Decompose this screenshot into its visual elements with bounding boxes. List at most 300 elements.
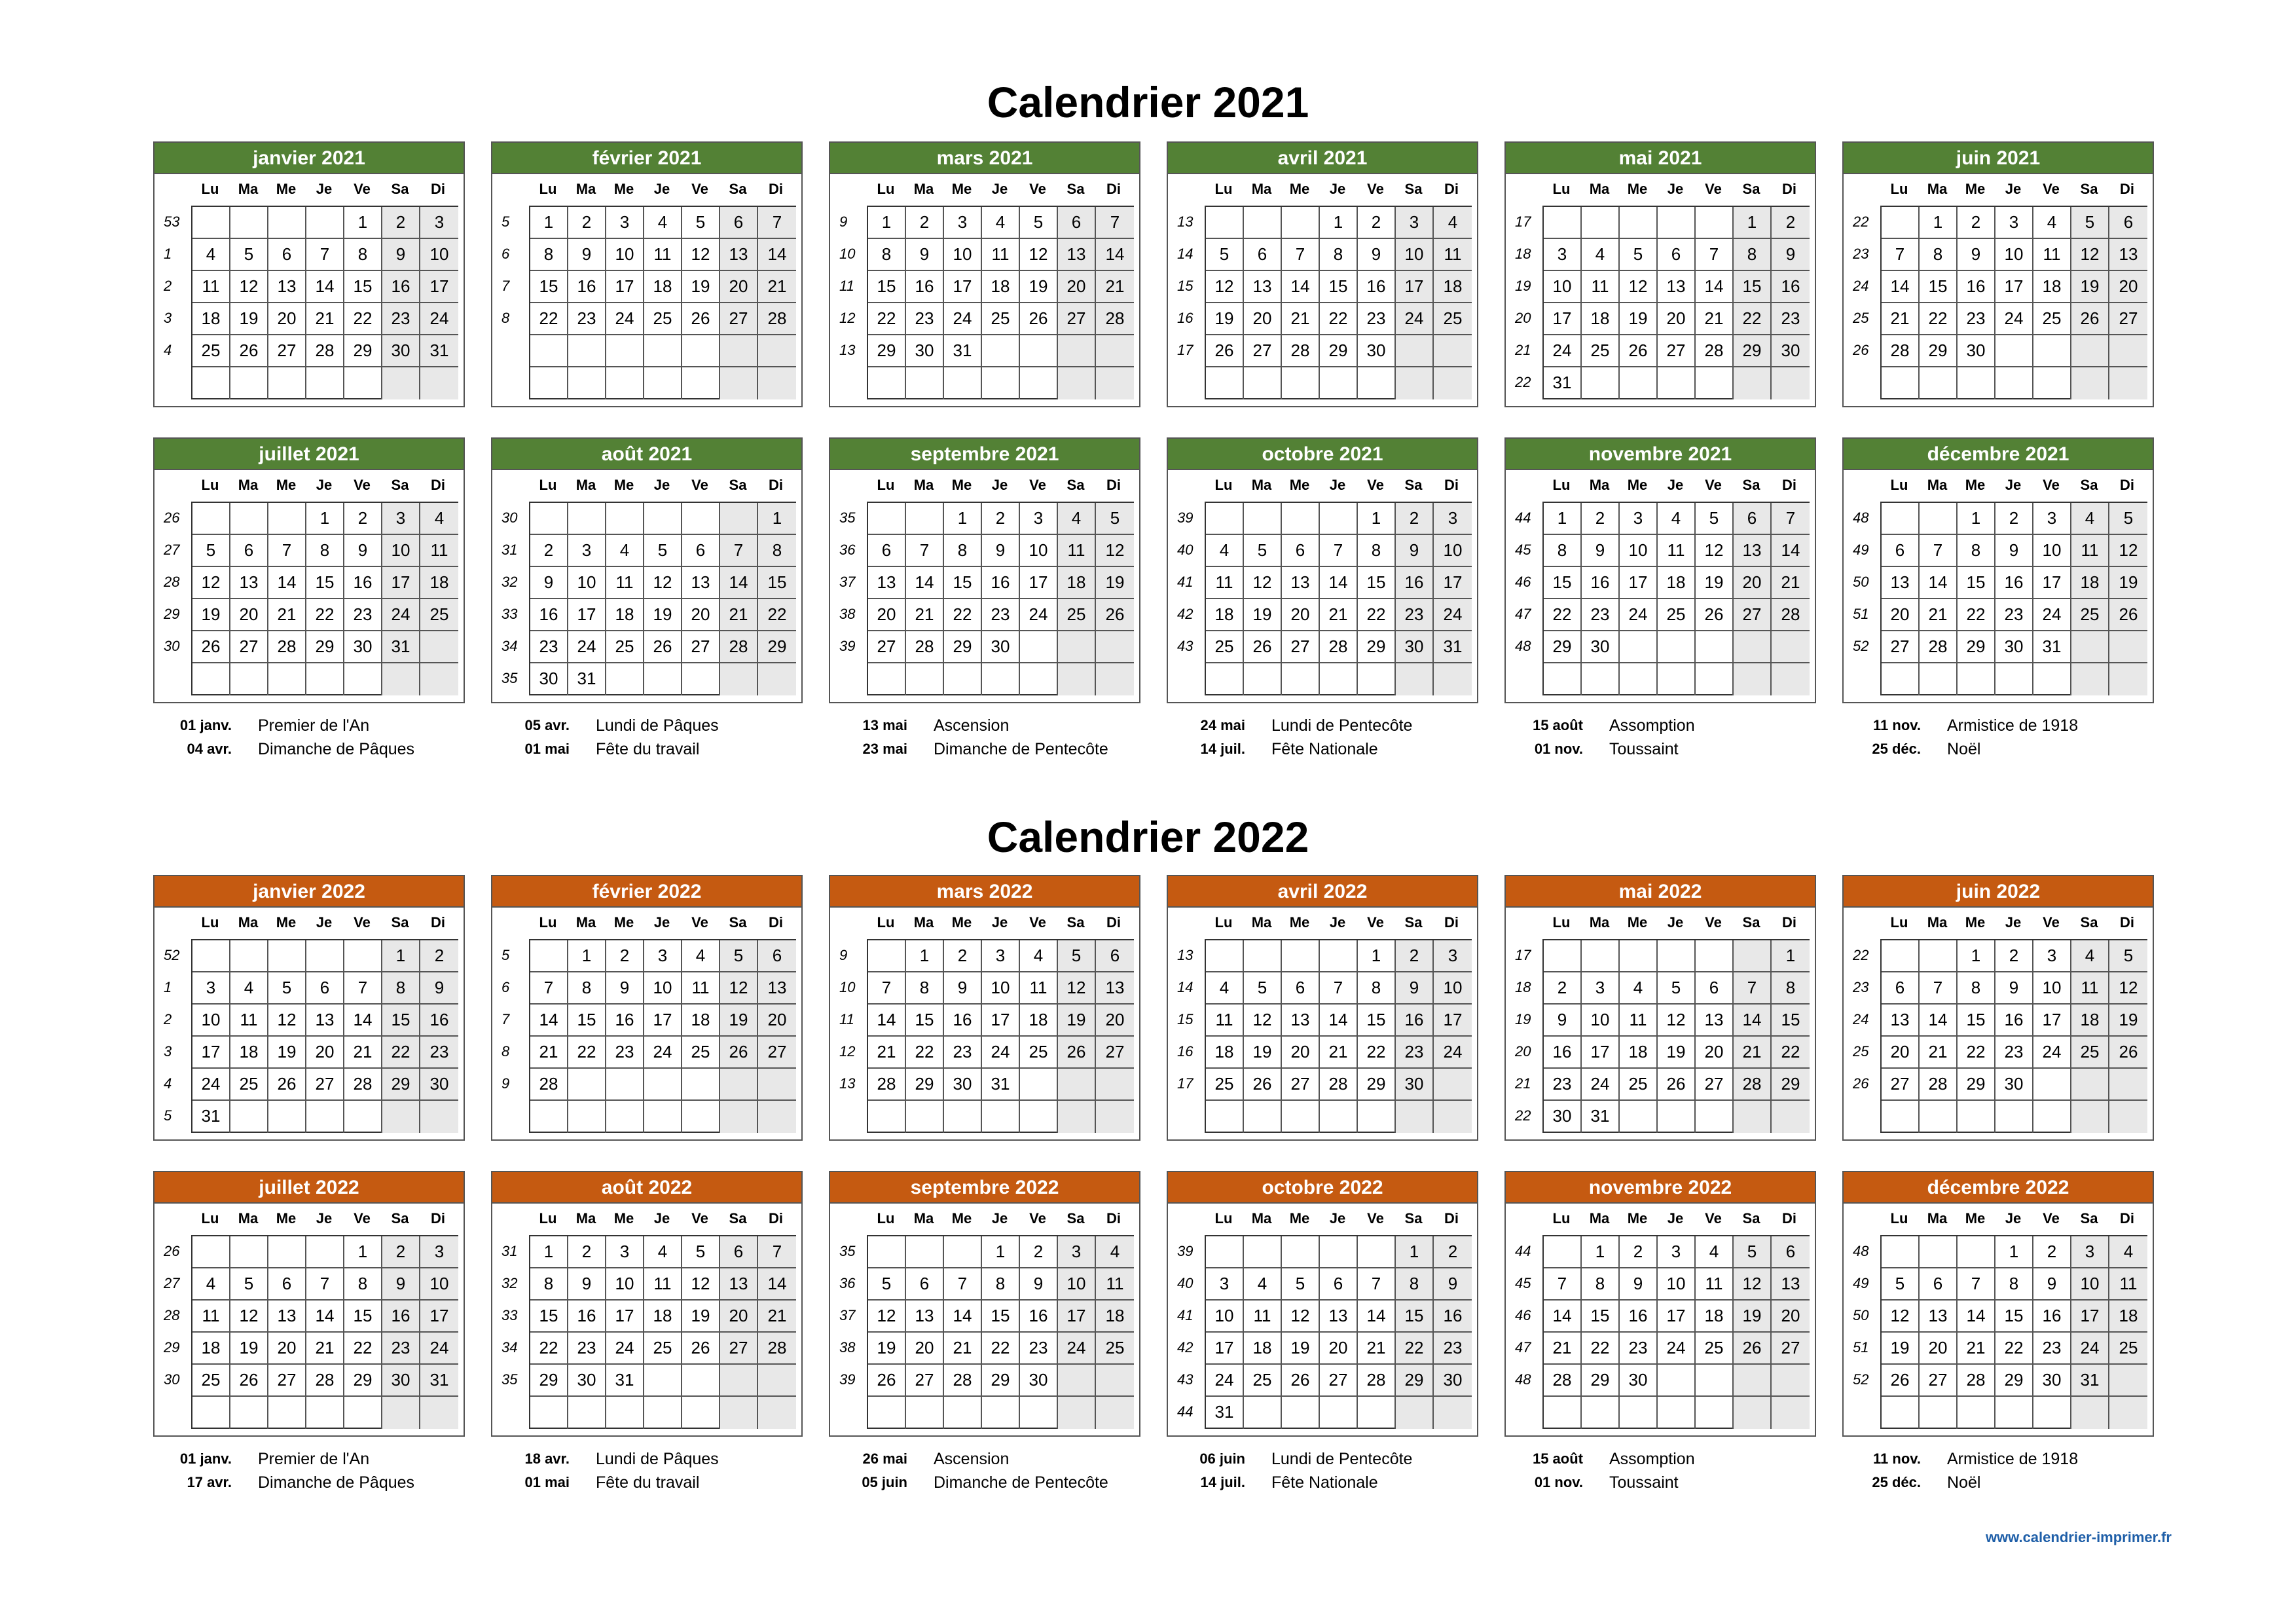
day-cell: 13 <box>758 972 796 1005</box>
month-calendar <box>829 141 1140 407</box>
weekday-label: Ma <box>238 1210 259 1227</box>
month-header: mars 2022 <box>830 876 1139 908</box>
day-cell: 23 <box>420 1037 458 1069</box>
weekday-label: Ve <box>1705 477 1722 493</box>
day-grid <box>867 502 1134 695</box>
day-cell: 17 <box>1434 567 1472 599</box>
day-cell: 17 <box>420 1301 458 1333</box>
weekday-label: Je <box>1329 477 1346 493</box>
day-cell <box>868 663 906 695</box>
day-cell: 30 <box>1772 335 1810 367</box>
day-cell <box>230 1236 268 1268</box>
day-cell: 6 <box>1734 503 1772 535</box>
day-cell: 7 <box>868 972 906 1005</box>
day-cell: 16 <box>1772 271 1810 303</box>
day-cell: 9 <box>2033 1268 2071 1301</box>
weekday-label: Je <box>316 914 333 931</box>
day-cell: 22 <box>344 1333 382 1365</box>
day-cell <box>682 1365 720 1397</box>
day-cell: 1 <box>1772 940 1810 972</box>
week-number: 17 <box>1177 1075 1194 1092</box>
week-number: 52 <box>164 947 180 963</box>
day-cell <box>1882 503 1920 535</box>
day-cell <box>1544 663 1582 695</box>
day-cell: 6 <box>1244 239 1282 271</box>
day-cell: 25 <box>420 599 458 631</box>
day-cell: 19 <box>1244 599 1282 631</box>
day-cell <box>906 1236 944 1268</box>
day-grid <box>191 502 458 695</box>
day-cell: 11 <box>1696 1268 1734 1301</box>
day-cell: 14 <box>944 1301 982 1333</box>
day-cell: 24 <box>606 303 644 335</box>
week-number: 6 <box>501 979 510 995</box>
day-cell: 29 <box>758 631 796 663</box>
day-cell <box>1206 207 1244 239</box>
day-cell <box>192 503 230 535</box>
weekday-label: Me <box>276 914 297 931</box>
day-cell <box>2071 631 2109 663</box>
week-number: 30 <box>164 638 180 654</box>
day-cell <box>1058 1365 1096 1397</box>
weekday-label: Sa <box>1066 914 1085 931</box>
day-cell <box>1582 940 1620 972</box>
day-cell: 31 <box>192 1101 230 1133</box>
weekday-label: Ve <box>354 1210 371 1227</box>
day-cell: 8 <box>1582 1268 1620 1301</box>
day-cell <box>1958 367 1995 399</box>
day-cell: 10 <box>1396 239 1434 271</box>
day-cell <box>1058 631 1096 663</box>
day-cell <box>758 367 796 399</box>
day-cell <box>530 1101 568 1133</box>
day-cell: 20 <box>1696 1037 1734 1069</box>
holiday-date: 13 mai <box>862 717 907 733</box>
day-cell: 25 <box>1244 1365 1282 1397</box>
day-cell: 1 <box>344 207 382 239</box>
day-cell <box>344 367 382 399</box>
day-cell: 29 <box>344 335 382 367</box>
day-cell: 26 <box>192 631 230 663</box>
holiday-date: 15 août <box>1532 717 1583 733</box>
weekday-label: Je <box>316 1210 333 1227</box>
weekday-label: Me <box>1627 477 1648 493</box>
day-cell <box>720 663 758 695</box>
day-cell: 17 <box>1206 1333 1244 1365</box>
weekday-label: Di <box>1444 914 1459 931</box>
day-cell: 12 <box>192 567 230 599</box>
day-grid <box>1880 206 2147 399</box>
day-cell: 2 <box>982 503 1020 535</box>
day-cell: 4 <box>192 1268 230 1301</box>
day-cell: 21 <box>344 1037 382 1069</box>
holiday-date: 23 mai <box>862 741 907 757</box>
day-cell: 25 <box>192 1365 230 1397</box>
day-cell: 20 <box>1920 1333 1958 1365</box>
day-cell: 31 <box>1434 631 1472 663</box>
day-cell: 12 <box>1020 239 1058 271</box>
day-cell: 24 <box>1206 1365 1244 1397</box>
day-cell <box>2071 335 2109 367</box>
day-cell <box>1920 503 1958 535</box>
day-cell: 11 <box>1582 271 1620 303</box>
weekday-label: Lu <box>201 181 219 197</box>
day-cell: 26 <box>268 1069 306 1101</box>
day-cell: 3 <box>192 972 230 1005</box>
day-cell <box>1620 631 1658 663</box>
holiday-date: 18 avr. <box>524 1450 570 1467</box>
weekday-label: Di <box>431 1210 445 1227</box>
day-cell <box>568 503 606 535</box>
holiday-group <box>1849 714 2163 761</box>
day-grid <box>191 939 458 1133</box>
day-cell: 18 <box>230 1037 268 1069</box>
day-cell: 16 <box>944 1005 982 1037</box>
weekday-label: Me <box>276 1210 297 1227</box>
day-cell: 10 <box>192 1005 230 1037</box>
holiday-date: 01 janv. <box>179 717 232 733</box>
day-cell <box>1096 631 1134 663</box>
weekday-header-row <box>191 175 457 203</box>
day-cell: 1 <box>530 1236 568 1268</box>
weekday-label: Di <box>769 1210 783 1227</box>
day-cell <box>1020 1101 1058 1133</box>
day-cell <box>1206 1101 1244 1133</box>
day-cell <box>2071 1397 2109 1429</box>
day-grid <box>867 206 1134 399</box>
weekday-label: Di <box>1444 477 1459 493</box>
week-number: 52 <box>1853 1371 1869 1388</box>
day-cell <box>606 335 644 367</box>
day-cell: 16 <box>344 567 382 599</box>
day-cell: 2 <box>1434 1236 1472 1268</box>
day-cell: 3 <box>2033 503 2071 535</box>
holiday-row <box>1511 737 1825 761</box>
day-cell: 14 <box>268 567 306 599</box>
day-cell: 23 <box>1396 599 1434 631</box>
day-cell: 22 <box>758 599 796 631</box>
holiday-date: 15 août <box>1532 1450 1583 1467</box>
day-cell: 7 <box>1920 535 1958 567</box>
day-cell: 19 <box>1058 1005 1096 1037</box>
day-cell: 7 <box>1882 239 1920 271</box>
day-cell: 14 <box>868 1005 906 1037</box>
day-cell: 22 <box>1920 303 1958 335</box>
day-cell <box>420 367 458 399</box>
day-cell: 21 <box>1696 303 1734 335</box>
day-cell: 29 <box>1995 1365 2033 1397</box>
day-cell: 30 <box>530 663 568 695</box>
weekday-header-row <box>191 909 457 936</box>
day-cell <box>1320 940 1358 972</box>
day-cell <box>268 1397 306 1429</box>
day-cell: 9 <box>1620 1268 1658 1301</box>
weekday-label: Ve <box>1367 477 1384 493</box>
day-cell: 22 <box>1320 303 1358 335</box>
day-cell: 18 <box>1058 567 1096 599</box>
week-number: 5 <box>501 947 510 963</box>
week-number-column <box>1844 1235 1876 1428</box>
weekday-label: Ma <box>1251 1210 1272 1227</box>
holiday-row <box>1511 1471 1825 1494</box>
weekday-header-row <box>529 909 795 936</box>
day-cell: 6 <box>1096 940 1134 972</box>
day-cell: 29 <box>868 335 906 367</box>
day-cell: 18 <box>644 271 682 303</box>
day-cell: 1 <box>1396 1236 1434 1268</box>
week-number: 10 <box>839 246 856 262</box>
week-number: 21 <box>1515 342 1531 358</box>
day-cell: 3 <box>982 940 1020 972</box>
day-cell: 29 <box>1958 1069 1995 1101</box>
day-cell <box>1434 1397 1472 1429</box>
weekday-header-row <box>1542 175 1808 203</box>
day-cell: 31 <box>1544 367 1582 399</box>
day-cell: 6 <box>268 239 306 271</box>
day-cell: 30 <box>382 335 420 367</box>
day-cell: 18 <box>982 271 1020 303</box>
week-number: 28 <box>164 574 180 590</box>
day-cell <box>1995 367 2033 399</box>
day-cell: 11 <box>230 1005 268 1037</box>
day-cell <box>982 1101 1020 1133</box>
day-cell: 26 <box>1244 631 1282 663</box>
week-number: 25 <box>1853 1043 1869 1060</box>
day-cell <box>1206 503 1244 535</box>
day-cell: 9 <box>1358 239 1396 271</box>
day-cell: 4 <box>1620 972 1658 1005</box>
month-calendar <box>153 1171 465 1437</box>
week-number: 45 <box>1515 1275 1531 1291</box>
day-cell: 17 <box>1396 271 1434 303</box>
week-number: 44 <box>1515 509 1531 526</box>
day-cell: 23 <box>1582 599 1620 631</box>
day-grid <box>191 1235 458 1429</box>
month-header: décembre 2021 <box>1844 439 2153 470</box>
day-cell: 20 <box>1096 1005 1134 1037</box>
website-link[interactable]: www.calendrier-imprimer.fr <box>1985 1529 2172 1545</box>
day-cell: 10 <box>1620 535 1658 567</box>
day-cell: 9 <box>568 239 606 271</box>
week-number: 2 <box>164 1011 172 1027</box>
weekday-label: Sa <box>1742 914 1760 931</box>
day-cell: 1 <box>1358 940 1396 972</box>
week-number: 30 <box>164 1371 180 1388</box>
day-cell: 8 <box>906 972 944 1005</box>
day-grid <box>1542 206 1810 399</box>
week-number <box>1506 662 1539 694</box>
day-cell: 28 <box>1882 335 1920 367</box>
day-cell: 1 <box>382 940 420 972</box>
week-number: 9 <box>501 1075 510 1092</box>
day-cell: 6 <box>682 535 720 567</box>
day-cell <box>1696 1365 1734 1397</box>
day-cell: 21 <box>1358 1333 1396 1365</box>
day-cell <box>1958 663 1995 695</box>
holiday-date: 17 avr. <box>187 1474 232 1490</box>
day-cell <box>1620 663 1658 695</box>
day-cell <box>682 1101 720 1133</box>
weekday-label: Ma <box>1251 914 1272 931</box>
week-number-column <box>830 206 863 398</box>
holiday-row <box>1173 1447 1487 1471</box>
day-cell <box>192 1397 230 1429</box>
day-cell: 4 <box>2109 1236 2147 1268</box>
day-cell <box>1058 367 1096 399</box>
day-cell: 3 <box>420 207 458 239</box>
day-cell: 27 <box>1320 1365 1358 1397</box>
day-cell: 18 <box>2071 567 2109 599</box>
week-number: 41 <box>1177 574 1194 590</box>
month-calendar <box>153 437 465 703</box>
day-cell: 24 <box>192 1069 230 1101</box>
day-cell: 5 <box>1020 207 1058 239</box>
day-cell: 15 <box>1358 567 1396 599</box>
day-cell: 30 <box>1434 1365 1472 1397</box>
weekday-label: Ve <box>2043 477 2060 493</box>
day-cell <box>1734 367 1772 399</box>
day-cell <box>306 207 344 239</box>
day-cell: 29 <box>906 1069 944 1101</box>
day-cell: 25 <box>1206 1069 1244 1101</box>
day-cell: 20 <box>682 599 720 631</box>
day-cell: 3 <box>1434 503 1472 535</box>
day-cell: 20 <box>268 1333 306 1365</box>
day-cell: 17 <box>568 599 606 631</box>
holiday-row <box>835 737 1150 761</box>
day-cell <box>644 663 682 695</box>
week-number: 35 <box>839 1243 856 1259</box>
day-cell <box>1696 940 1734 972</box>
month-header: juillet 2021 <box>155 439 464 470</box>
day-cell: 2 <box>1544 972 1582 1005</box>
weekday-label: Me <box>1965 477 1986 493</box>
day-cell: 16 <box>568 271 606 303</box>
month-calendar <box>829 1171 1140 1437</box>
day-cell: 1 <box>568 940 606 972</box>
day-cell: 26 <box>1244 1069 1282 1101</box>
weekday-header-row <box>1542 1205 1808 1232</box>
week-number: 13 <box>839 342 856 358</box>
week-number: 26 <box>1853 1075 1869 1092</box>
day-cell: 21 <box>758 271 796 303</box>
day-cell: 21 <box>306 1333 344 1365</box>
weekday-label: Me <box>1627 914 1648 931</box>
weekday-label: Di <box>1106 181 1121 197</box>
weekday-label: Ve <box>1705 1210 1722 1227</box>
week-number-column <box>830 502 863 694</box>
day-cell <box>1882 940 1920 972</box>
day-cell: 15 <box>1920 271 1958 303</box>
day-cell: 26 <box>1696 599 1734 631</box>
day-cell: 15 <box>530 271 568 303</box>
day-cell: 29 <box>1920 335 1958 367</box>
holiday-name: Premier de l'An <box>258 1450 370 1468</box>
day-cell: 9 <box>382 1268 420 1301</box>
day-cell: 31 <box>1582 1101 1620 1133</box>
day-cell: 31 <box>420 335 458 367</box>
day-cell: 6 <box>1882 972 1920 1005</box>
day-cell: 18 <box>644 1301 682 1333</box>
day-cell: 5 <box>720 940 758 972</box>
day-cell: 7 <box>344 972 382 1005</box>
day-cell: 25 <box>606 631 644 663</box>
day-cell: 6 <box>1772 1236 1810 1268</box>
day-cell: 4 <box>1096 1236 1134 1268</box>
day-cell: 8 <box>1958 972 1995 1005</box>
day-cell: 26 <box>2109 1037 2147 1069</box>
week-number: 33 <box>501 1307 518 1323</box>
weekday-header-row <box>867 1205 1133 1232</box>
holiday-date: 01 janv. <box>179 1450 232 1467</box>
day-cell: 30 <box>982 631 1020 663</box>
day-cell: 6 <box>1882 535 1920 567</box>
day-cell <box>1734 663 1772 695</box>
day-cell <box>1772 1101 1810 1133</box>
weekday-label: Ve <box>1705 914 1722 931</box>
day-cell <box>1206 940 1244 972</box>
day-cell: 5 <box>1282 1268 1320 1301</box>
day-cell: 21 <box>1320 1037 1358 1069</box>
day-cell: 12 <box>720 972 758 1005</box>
day-grid <box>1205 206 1472 399</box>
week-number-column <box>1168 502 1201 694</box>
day-cell: 24 <box>2071 1333 2109 1365</box>
day-cell: 13 <box>1734 535 1772 567</box>
day-cell: 28 <box>868 1069 906 1101</box>
day-cell <box>906 1397 944 1429</box>
holiday-name: Fête Nationale <box>1271 740 1378 758</box>
weekday-header-row <box>1205 909 1470 936</box>
day-cell <box>1658 367 1696 399</box>
day-cell <box>1096 335 1134 367</box>
day-cell <box>1772 1365 1810 1397</box>
day-cell: 18 <box>2071 1005 2109 1037</box>
day-cell: 28 <box>906 631 944 663</box>
day-cell: 29 <box>344 1365 382 1397</box>
week-number: 36 <box>839 542 856 558</box>
day-cell: 2 <box>606 940 644 972</box>
day-cell: 23 <box>1958 303 1995 335</box>
week-number: 35 <box>501 1371 518 1388</box>
week-number <box>492 1395 525 1428</box>
week-number: 7 <box>501 278 510 294</box>
week-number: 8 <box>501 310 510 326</box>
week-number <box>155 1395 187 1428</box>
weekday-label: Lu <box>201 1210 219 1227</box>
day-cell: 24 <box>1434 1037 1472 1069</box>
weekday-header-row <box>867 909 1133 936</box>
week-number: 11 <box>839 1011 854 1027</box>
month-header: octobre 2022 <box>1168 1172 1477 1204</box>
day-cell: 24 <box>982 1037 1020 1069</box>
week-number: 22 <box>1853 213 1869 230</box>
day-cell: 24 <box>944 303 982 335</box>
holiday-date: 04 avr. <box>187 741 232 757</box>
holiday-group <box>498 714 812 761</box>
weekday-label: Di <box>769 181 783 197</box>
weekday-label: Di <box>1444 1210 1459 1227</box>
week-number: 13 <box>1177 213 1194 230</box>
holiday-name: Dimanche de Pâques <box>258 740 415 758</box>
day-cell: 3 <box>1544 239 1582 271</box>
day-cell: 20 <box>1320 1333 1358 1365</box>
day-cell: 3 <box>2071 1236 2109 1268</box>
day-cell: 13 <box>1920 1301 1958 1333</box>
day-cell <box>382 663 420 695</box>
day-cell <box>1582 1397 1620 1429</box>
day-cell: 15 <box>944 567 982 599</box>
